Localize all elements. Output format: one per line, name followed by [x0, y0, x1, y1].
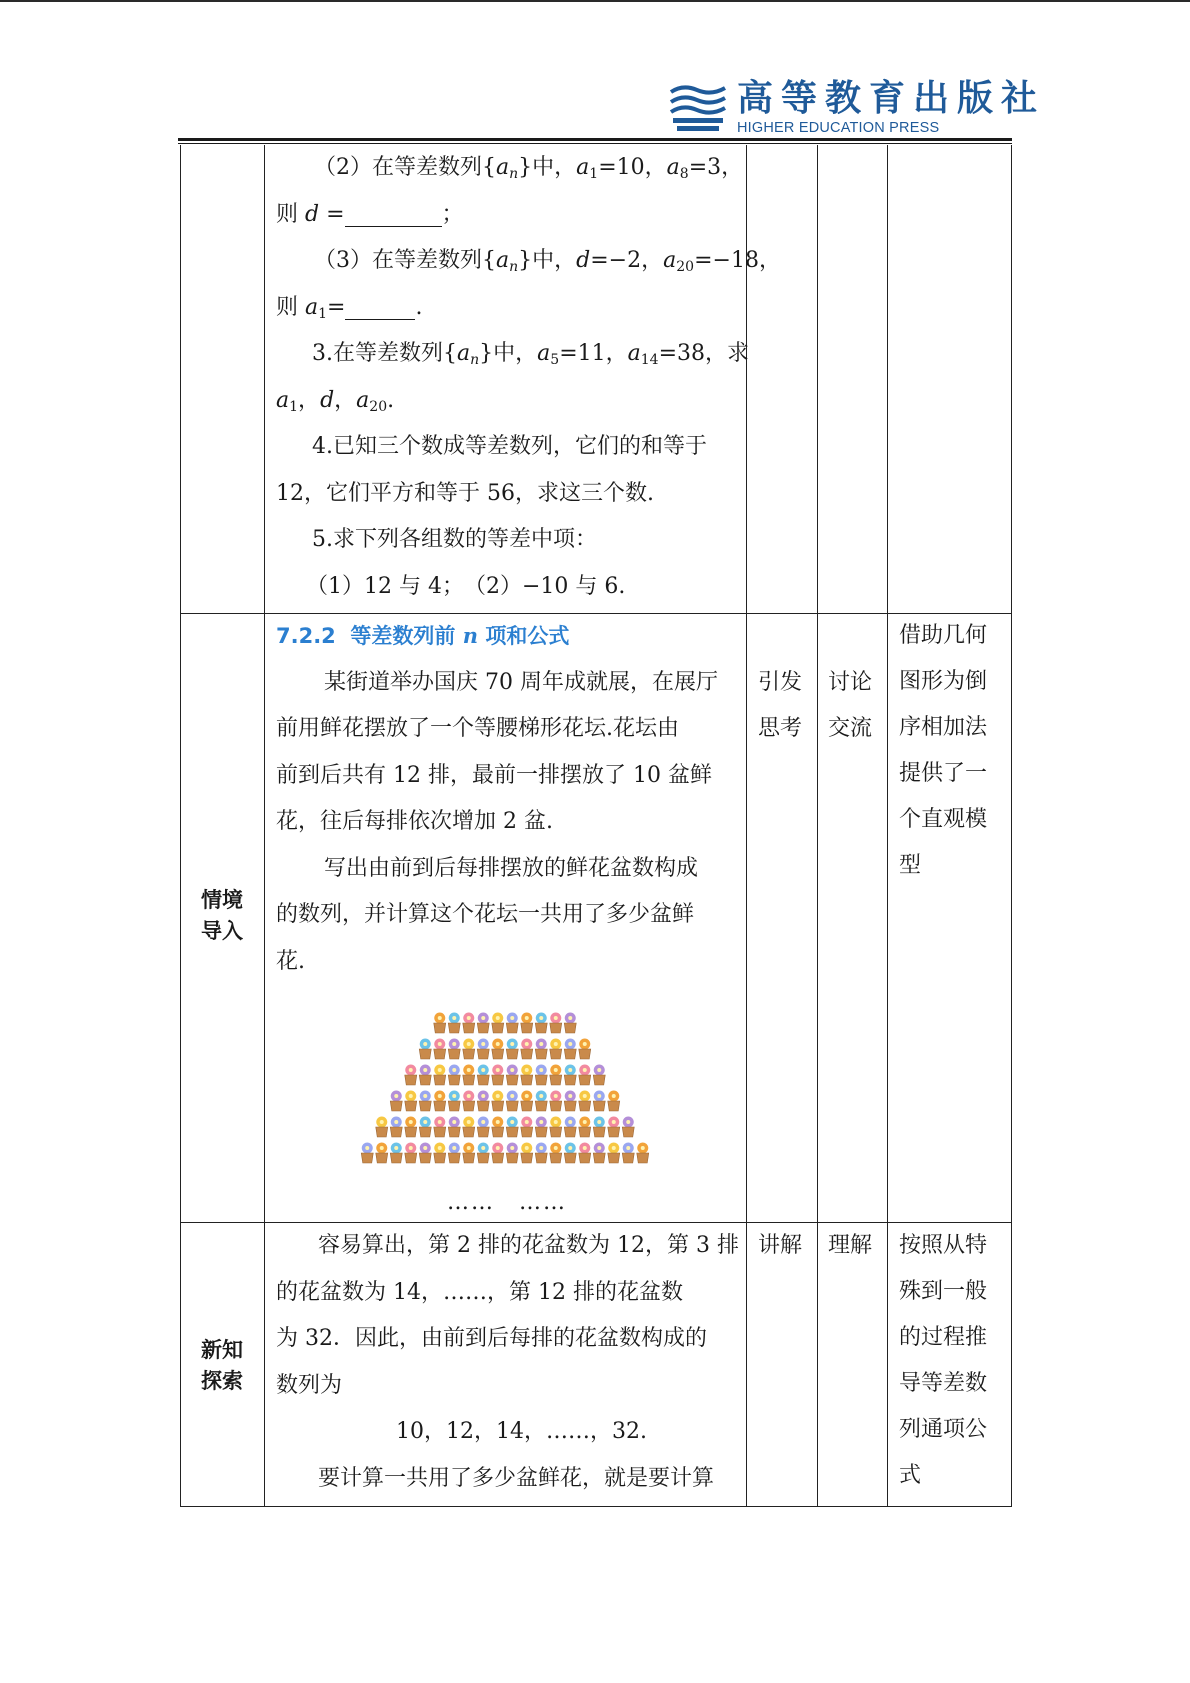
flower-pot [477, 1091, 489, 1112]
flower-pot [492, 1065, 504, 1086]
flower-pot [579, 1143, 591, 1164]
flower-pot [434, 1065, 446, 1086]
flower-pot [579, 1039, 591, 1060]
scenario-line: 花. [276, 949, 305, 974]
flower-pot [622, 1117, 634, 1138]
flower-pot [506, 1091, 518, 1112]
flower-pot [593, 1117, 605, 1138]
table-divider-stage [264, 145, 265, 1507]
table-divider-student [887, 145, 888, 1507]
flower-pot [564, 1117, 576, 1138]
flower-pot [564, 1013, 576, 1034]
flower-pot [390, 1117, 402, 1138]
flower-pot [593, 1065, 605, 1086]
flower-pot [535, 1143, 547, 1164]
flower-pot [535, 1091, 547, 1112]
question-3-line-2: $a_1$，d，$a_{20}$. [276, 388, 395, 415]
flower-pot [622, 1143, 634, 1164]
flower-pot [535, 1117, 547, 1138]
flower-pot [550, 1117, 562, 1138]
stage-label-explore: 新知 探索 [201, 1338, 243, 1393]
lesson-plan-table [180, 145, 1012, 1507]
table-border-left [180, 145, 181, 1507]
flower-pot [463, 1117, 475, 1138]
flower-pot [521, 1117, 533, 1138]
flower-pot [579, 1091, 591, 1112]
flower-pot [535, 1013, 547, 1034]
explore-line: 要计算一共用了多少盆鲜花，就是要计算 [318, 1466, 715, 1491]
flower-pot [579, 1065, 591, 1086]
flower-pot [521, 1143, 533, 1164]
flower-pot [535, 1039, 547, 1060]
flower-bed-illustration [350, 1003, 660, 1168]
flower-pot [419, 1143, 431, 1164]
flower-pot [448, 1013, 460, 1034]
scenario-line: 某街道举办国庆 70 周年成就展，在展厅 [324, 670, 718, 695]
flower-pot [550, 1091, 562, 1112]
flower-pot [550, 1065, 562, 1086]
flower-pot [521, 1091, 533, 1112]
flower-pot [463, 1039, 475, 1060]
header-rule-thin [178, 143, 1012, 144]
flower-pot [419, 1117, 431, 1138]
flower-pot [434, 1117, 446, 1138]
flower-pot [419, 1065, 431, 1086]
scenario-line: 花，往后每排依次增加 2 盆. [276, 809, 553, 834]
scenario-line: 的数列，并计算这个花坛一共用了多少盆鲜 [276, 902, 695, 927]
flower-pot [477, 1117, 489, 1138]
flower-pot [593, 1091, 605, 1112]
flower-pot [608, 1143, 620, 1164]
teacher-activity-scenario: 引发 思考 [758, 670, 803, 741]
flower-pot [376, 1117, 388, 1138]
explore-line: 数列为 [276, 1373, 343, 1398]
flower-pot [608, 1117, 620, 1138]
design-intent-explore: 按照从特 殊到一般 的过程推 导等差数 列通项公 式 [899, 1233, 988, 1488]
flower-pot [405, 1117, 417, 1138]
question-4-line-1: 4.已知三个数成等差数列，它们的和等于 [312, 434, 707, 459]
top-border-line [0, 0, 1190, 2]
scenario-line: 写出由前到后每排摆放的鲜花盆数构成 [324, 856, 699, 881]
table-border-bottom [180, 1506, 1012, 1507]
flower-pot [521, 1013, 533, 1034]
question-5-line-2: （1）12 与 4； （2）−10 与 6. [306, 574, 626, 599]
publisher-header [665, 77, 1046, 140]
flower-pot [506, 1117, 518, 1138]
flower-pot [564, 1065, 576, 1086]
scenario-line: 前用鲜花摆放了一个等腰梯形花坛.花坛由 [276, 716, 679, 741]
flower-pot [463, 1143, 475, 1164]
exercise-2-line-1: （2）在等差数列$\{a_n\}$中，$a_1=10$，$a_8=3$， [314, 155, 744, 182]
table-border-right [1011, 145, 1012, 1507]
flower-pot [376, 1143, 388, 1164]
answer-blank-d[interactable] [345, 204, 442, 227]
flower-pot [434, 1039, 446, 1060]
flower-pot [492, 1143, 504, 1164]
flower-pot [448, 1117, 460, 1138]
question-3-line-1: 3.在等差数列$\{a_n\}$中，$a_5=11$，$a_{14}=38$，求 [312, 341, 750, 368]
flower-pot [550, 1013, 562, 1034]
answer-blank-a1[interactable] [345, 297, 415, 320]
flower-pot [637, 1143, 649, 1164]
exercise-2-line-2: 则 d = ； [276, 202, 464, 227]
flower-pot [448, 1143, 460, 1164]
flower-pot [506, 1013, 518, 1034]
exercise-3-line-2: 则 $a_1=$ . [276, 295, 423, 322]
flower-pot [477, 1065, 489, 1086]
publisher-logo-icon [667, 82, 729, 134]
flower-pot [535, 1065, 547, 1086]
flower-pot [405, 1065, 417, 1086]
flower-pot [448, 1039, 460, 1060]
publisher-name-cn: 高等教育出版社 [737, 77, 1046, 119]
flower-pot [492, 1091, 504, 1112]
flower-pot [463, 1091, 475, 1112]
question-4-line-2: 12，它们平方和等于 56，求这三个数. [276, 481, 654, 506]
flower-pot [521, 1039, 533, 1060]
flower-pot [506, 1039, 518, 1060]
design-intent-scenario: 借助几何 图形为倒 序相加法 提供了一 个直观模 型 [899, 623, 988, 878]
ellipsis-marks: …… …… [447, 1190, 568, 1215]
section-title: 7.2.2 等差数列前 n 项和公式 [276, 623, 570, 648]
flower-pot [434, 1143, 446, 1164]
explore-line: 为 32．因此，由前到后每排的花盆数构成的 [276, 1326, 707, 1351]
flower-pot [448, 1091, 460, 1112]
flower-pot [579, 1117, 591, 1138]
flower-pot [521, 1065, 533, 1086]
teacher-activity-explore: 讲解 [758, 1233, 803, 1258]
exercise-3-line-1: （3）在等差数列$\{a_n\}$中，d=−2，$a_{20}=-18$， [314, 248, 781, 275]
flower-pot [463, 1065, 475, 1086]
explore-line: 容易算出，第 2 排的花盆数为 12，第 3 排 [318, 1233, 739, 1258]
flower-pot [492, 1039, 504, 1060]
flower-pot [419, 1039, 431, 1060]
flower-pot [434, 1091, 446, 1112]
flower-pot [477, 1039, 489, 1060]
flower-pot [550, 1143, 562, 1164]
flower-pot [564, 1039, 576, 1060]
scenario-line: 前到后共有 12 排，最前一排摆放了 10 盆鲜 [276, 763, 712, 788]
flower-pot [564, 1091, 576, 1112]
explore-line: 的花盆数为 14，……，第 12 排的花盆数 [276, 1280, 683, 1305]
flower-pot [564, 1143, 576, 1164]
flower-pot [477, 1013, 489, 1034]
flower-pot [419, 1091, 431, 1112]
flower-pot [434, 1013, 446, 1034]
flower-pot [477, 1143, 489, 1164]
student-activity-scenario: 讨论 交流 [828, 670, 873, 741]
flower-pot [593, 1143, 605, 1164]
flower-pot [506, 1065, 518, 1086]
flower-pot [448, 1065, 460, 1086]
student-activity-explore: 理解 [828, 1233, 873, 1258]
flower-pot [608, 1091, 620, 1112]
stage-label-scenario: 情境 导入 [201, 888, 243, 943]
explore-sequence: 10，12，14，……，32. [396, 1419, 647, 1444]
flower-pot [405, 1143, 417, 1164]
flower-pot [405, 1091, 417, 1112]
flower-pot [390, 1091, 402, 1112]
flower-pot [550, 1039, 562, 1060]
flower-pot [492, 1013, 504, 1034]
flower-pot [463, 1013, 475, 1034]
header-rule-thick [178, 138, 1012, 141]
flower-pot [492, 1117, 504, 1138]
table-divider-teacher [817, 145, 818, 1507]
flower-pot [361, 1143, 373, 1164]
flower-pot [506, 1143, 518, 1164]
question-5-line-1: 5.求下列各组数的等差中项： [312, 527, 597, 552]
publisher-name-en: HIGHER EDUCATION PRESS [737, 120, 940, 136]
flower-pot [390, 1143, 402, 1164]
